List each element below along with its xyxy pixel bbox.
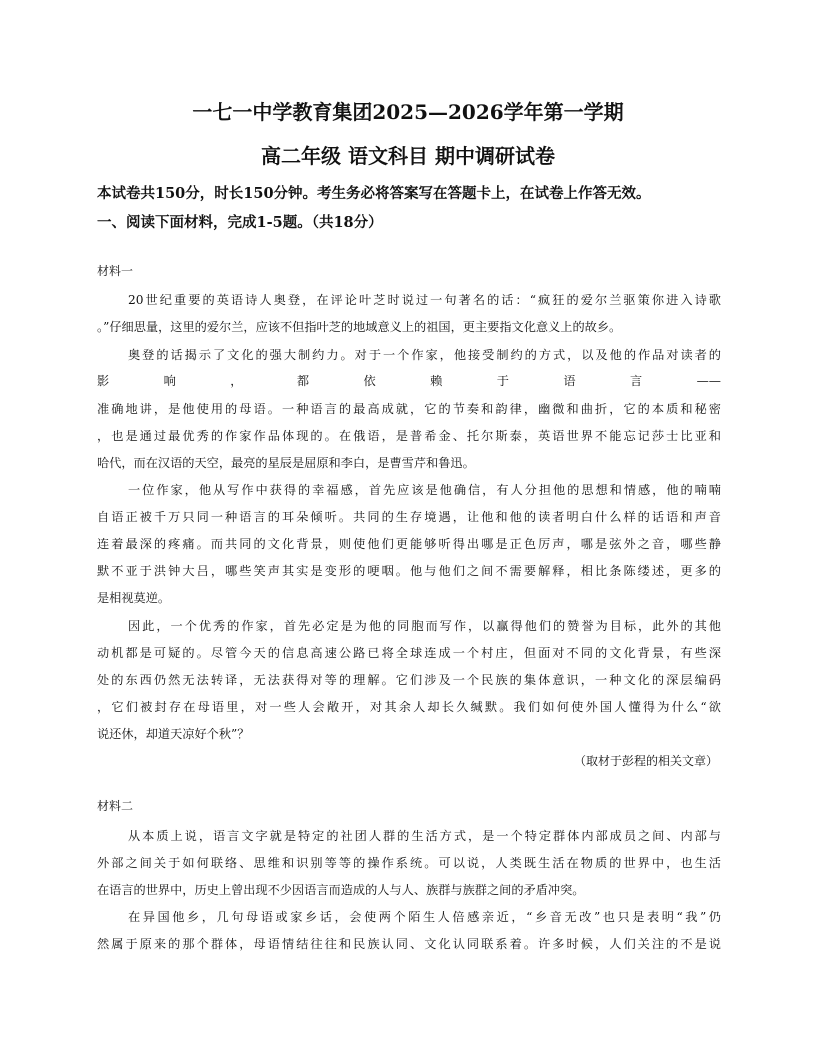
text-line: 连着最深的疼痛。而共同的文化背景，则使他们更能够听得出哪是正色厉声，哪是弦外之音，哪些静 <box>97 537 721 551</box>
page-title-line-2: 高二年级 语文科目 期中调研试卷 <box>261 144 555 168</box>
page-title-line-1: 一七一中学教育集团2025—2026学年第一学期 <box>192 100 624 124</box>
text-line: 20世纪重要的英语诗人奥登，在评论叶芝时说过一句著名的话：“疯狂的爱尔兰驱策你进入诗歌 <box>128 293 721 307</box>
text-line: ，它们被封存在母语里，对一些人会敞开，对其余人却长久缄默。我们如何使外国人懂得为什么“欲 <box>97 700 721 714</box>
exam-instructions: 本试卷共150分，时长150分钟。考生务必将答案写在答题卡上，在试卷上作答无效。 <box>97 185 651 202</box>
text-line: 自语正被千万只同一种语言的耳朵倾听。共同的生存境遇，让他和他的读者明白什么样的话语和声音 <box>97 510 721 524</box>
text-line: 从本质上说，语言文字就是特定的社团人群的生活方式，是一个特定群体内部成员之间、内部与 <box>128 829 721 843</box>
text-line: 奥登的话揭示了文化的强大制约力。对于一个作家，他接受制约的方式，以及他的作品对读者的 <box>128 348 721 362</box>
section-heading: 一、阅读下面材料，完成1-5题。（共18分） <box>97 214 383 231</box>
text-line: 默不亚于洪钟大吕，哪些笑声其实是变形的哽咽。他与他们之间不需要解释，相比条陈缕述，更多的 <box>97 564 721 578</box>
text-line: ，也是通过最优秀的作家作品体现的。在俄语，是普希金、托尔斯泰，英语世界不能忘记莎士比亚和 <box>97 429 721 443</box>
material-1-label: 材料一 <box>97 264 134 278</box>
text-line: 一位作家，他从写作中获得的幸福感，首先应该是他确信，有人分担他的思想和情感，他的喃喃 <box>128 483 721 497</box>
text-line: 影响，都依赖于语言—— <box>97 374 721 388</box>
text-line: 动机都是可疑的。尽管今天的信息高速公路已将全球连成一个村庄，但面对不同的文化背景，有些深 <box>97 646 721 660</box>
text-line: 外部之间关于如何联络、思维和识别等等的操作系统。可以说，人类既生活在物质的世界中，也生活 <box>97 856 721 870</box>
text-line: 在异国他乡，几句母语或家乡话，会使两个陌生人倍感亲近，“乡音无改”也只是表明“我”仍 <box>128 910 721 924</box>
text-line: 准确地讲，是他使用的母语。一种语言的最高成就，它的节奏和韵律，幽微和曲折，它的本质和秘密 <box>97 402 721 416</box>
text-line: 是相视莫逆。 <box>97 591 171 605</box>
text-line: 说还休，却道天凉好个秋”？ <box>97 727 250 741</box>
text-line: 因此，一个优秀的作家，首先必定是为他的同胞而写作，以赢得他们的赞誉为目标，此外的其他 <box>128 619 721 633</box>
text-line: 。”仔细思量，这里的爱尔兰，应该不但指叶芝的地域意义上的祖国，更主要指文化意义上的故乡。 <box>97 320 622 334</box>
text-line: 处的东西仍然无法转译，无法获得对等的理解。它们涉及一个民族的集体意识，一种文化的深层编码 <box>97 673 721 687</box>
text-line: 然属于原来的那个群体，母语情结往往和民族认同、文化认同联系着。许多时候，人们关注的不是说 <box>97 937 721 951</box>
material-1-source: （取材于彭程的相关文章） <box>573 754 718 768</box>
text-line: 在语言的世界中，历史上曾出现不少因语言而造成的人与人、族群与族群之间的矛盾冲突。 <box>97 883 585 897</box>
material-2-label: 材料二 <box>97 799 134 813</box>
text-line: 哈代，而在汉语的天空，最亮的星辰是屈原和李白，是曹雪芹和鲁迅。 <box>97 456 475 470</box>
